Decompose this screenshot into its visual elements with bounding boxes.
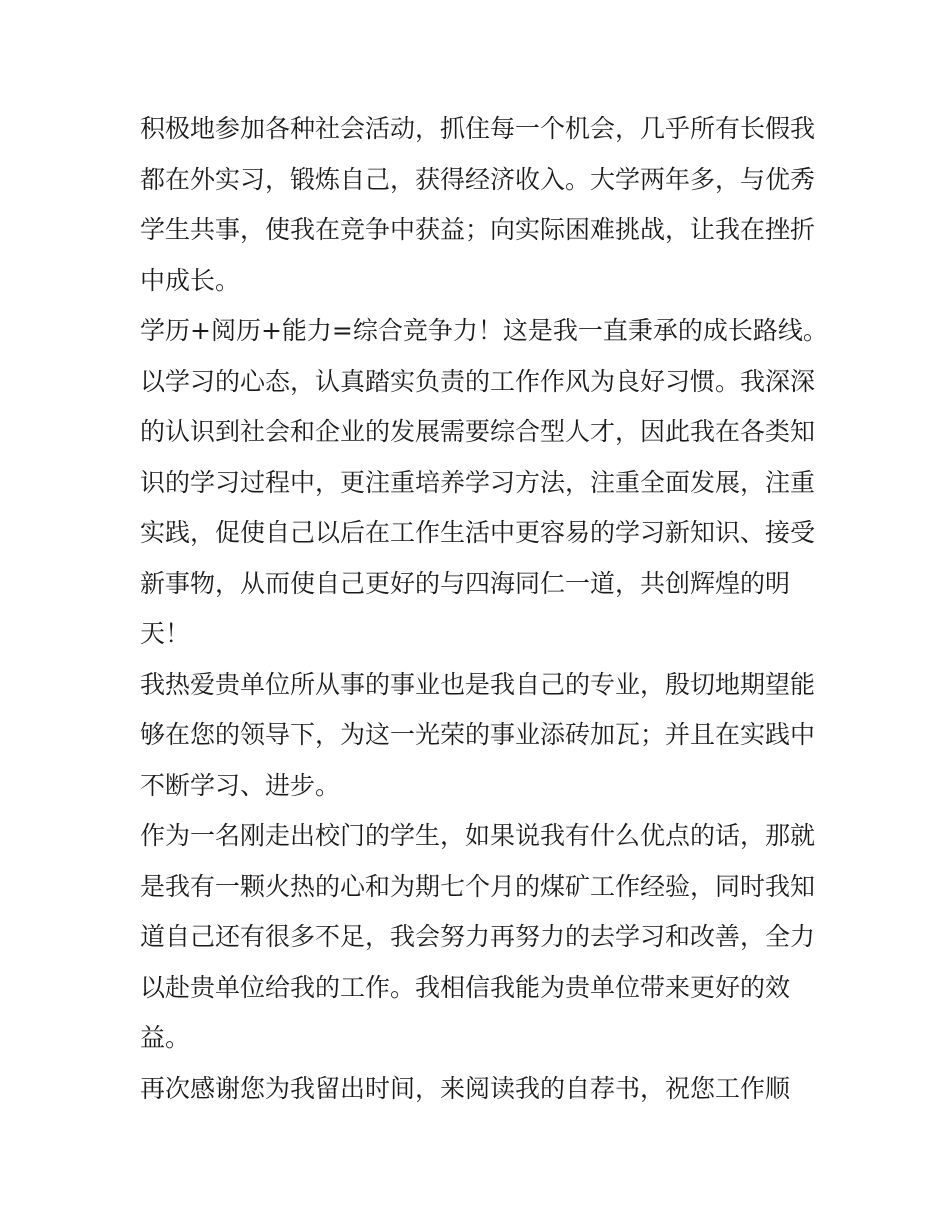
paragraph-learning: [140, 357, 820, 660]
text-line: 都在外实习，锻炼自己，获得经济收入。大学两年多，与优秀: [140, 164, 816, 194]
text-line: 学历+阅历+能力=综合竞争力！这是我一直秉承的成长路线。: [140, 316, 828, 345]
text-line: 作为一名刚走出校门的学生，如果说我有什么优点的话，那就: [140, 821, 816, 850]
text-line: 道自己还有很多不足，我会努力再努力的去学习和改善，全力: [140, 922, 816, 951]
body-text: [140, 104, 828, 1114]
text-line: 识的学习过程中，更注重培养学习方法，注重全面发展，注重: [140, 467, 816, 497]
text-line: 我热爱贵单位所从事的事业也是我自己的专业，殷切地期望能: [140, 669, 816, 699]
text-line: 新事物，从而使自己更好的与四海同仁一道，共创辉煌的明: [140, 568, 791, 598]
text-line: 够在您的领导下，为这一光荣的事业添砖加瓦；并且在实践中: [140, 720, 816, 749]
text-line: 以学习的心态，认真踏实负责的工作作风为良好习惯。我深深: [140, 366, 816, 396]
text-line: 积极地参加各种社会活动，抓住每一个机会，几乎所有长假我: [140, 114, 816, 143]
paragraph-activities: [140, 104, 820, 306]
text-line: 益。: [140, 1023, 191, 1052]
text-line: 天！: [140, 619, 191, 648]
paragraph-thanks: [140, 1064, 820, 1115]
paragraph-passion: [140, 660, 820, 812]
text-line: 的认识到社会和企业的发展需要综合型人才，因此我在各类知: [140, 417, 816, 446]
text-line: 不断学习、进步。: [140, 770, 341, 800]
text-line: 中成长。: [140, 265, 241, 295]
text-line: 以赴贵单位给我的工作。我相信我能为贵单位带来更好的效: [140, 972, 791, 1002]
text-line: 实践，促使自己以后在工作生活中更容易的学习新知识、接受: [140, 518, 816, 547]
text-line: 学生共事，使我在竞争中获益；向实际困难挑战，让我在挫折: [140, 215, 816, 244]
text-line: 再次感谢您为我留出时间，来阅读我的自荐书，祝您工作顺: [140, 1073, 791, 1103]
paragraph-strengths: [140, 811, 820, 1064]
text-line: 是我有一颗火热的心和为期七个月的煤矿工作经验，同时我知: [140, 871, 816, 901]
paragraph-motto: [140, 306, 828, 357]
